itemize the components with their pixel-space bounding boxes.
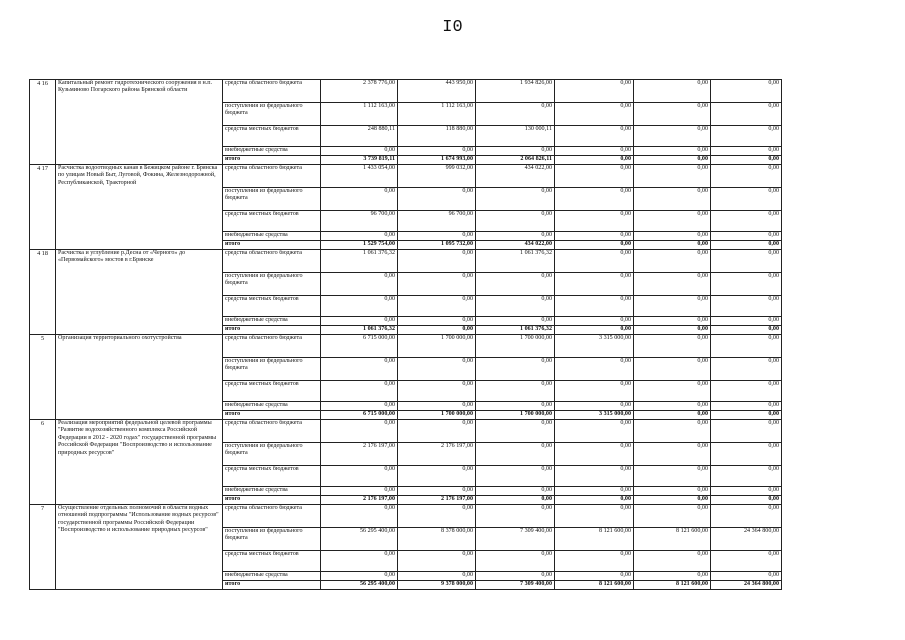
amount-cell: 0,00 [711, 505, 782, 528]
funding-source: поступления из федерального бюджета [223, 188, 321, 211]
amount-cell: 0,00 [711, 411, 782, 420]
amount-cell: 0,00 [555, 317, 634, 326]
amount-cell: 24 364 800,00 [711, 581, 782, 590]
table-row [30, 420, 782, 443]
amount-cell: 0,00 [634, 505, 711, 528]
amount-cell: 0,00 [634, 147, 711, 156]
amount-cell: 0,00 [634, 188, 711, 211]
amount-cell: 0,00 [634, 296, 711, 317]
amount-cell: 0,00 [555, 232, 634, 241]
amount-cell: 24 364 800,00 [711, 528, 782, 551]
amount-cell: 0,00 [711, 496, 782, 505]
amount-cell: 0,00 [555, 103, 634, 126]
table-row [30, 250, 782, 273]
funding-source: средства местных бюджетов [223, 126, 321, 147]
amount-cell: 0,00 [555, 165, 634, 188]
amount-cell: 1 112 163,00 [398, 103, 476, 126]
amount-cell: 0,00 [398, 358, 476, 381]
funding-source: итого [223, 581, 321, 590]
amount-cell: 0,00 [476, 496, 555, 505]
funding-source: итого [223, 326, 321, 335]
amount-cell: 0,00 [634, 551, 711, 572]
amount-cell: 0,00 [555, 572, 634, 581]
amount-cell: 0,00 [476, 551, 555, 572]
amount-cell: 0,00 [711, 296, 782, 317]
funding-source: поступления из федерального бюджета [223, 103, 321, 126]
amount-cell: 1 700 000,00 [476, 411, 555, 420]
funding-source: средства местных бюджетов [223, 296, 321, 317]
amount-cell: 0,00 [321, 358, 398, 381]
amount-cell: 0,00 [321, 273, 398, 296]
amount-cell: 1 700 000,00 [398, 411, 476, 420]
amount-cell: 0,00 [321, 572, 398, 581]
amount-cell: 0,00 [398, 188, 476, 211]
amount-cell: 0,00 [711, 487, 782, 496]
section-description: Реализация мероприятий федеральной целевой программы "Развитие водохозяйственного комплекса Российской Федерации в 2012 - 2020 годах" государственной программы Российской Федерации "Воспроизводство и использование природных ресурсов" [56, 420, 223, 505]
amount-cell: 0,00 [476, 103, 555, 126]
amount-cell: 1 112 163,00 [321, 103, 398, 126]
amount-cell: 0,00 [321, 551, 398, 572]
funding-source: поступления из федерального бюджета [223, 358, 321, 381]
amount-cell: 2 176 197,00 [321, 443, 398, 466]
funding-source: средства местных бюджетов [223, 466, 321, 487]
amount-cell: 7 309 400,00 [476, 581, 555, 590]
amount-cell: 8 121 600,00 [555, 581, 634, 590]
amount-cell: 0,00 [711, 420, 782, 443]
amount-cell: 0,00 [634, 317, 711, 326]
amount-cell: 130 000,11 [476, 126, 555, 147]
amount-cell: 0,00 [321, 487, 398, 496]
amount-cell: 0,00 [711, 241, 782, 250]
amount-cell: 0,00 [321, 381, 398, 402]
amount-cell: 0,00 [476, 317, 555, 326]
section-description: Капитальный ремонт гидротехнического сооружения в н.п. Кузьминово Погарского района Брянской области [56, 80, 223, 165]
amount-cell: 2 378 776,00 [321, 80, 398, 103]
table-row [30, 505, 782, 528]
amount-cell: 0,00 [634, 420, 711, 443]
funding-source: средства областного бюджета [223, 250, 321, 273]
funding-source: внебюджетные средства [223, 402, 321, 411]
budget-table-body [30, 80, 782, 590]
amount-cell: 0,00 [711, 317, 782, 326]
funding-source: поступления из федерального бюджета [223, 443, 321, 466]
amount-cell: 0,00 [711, 103, 782, 126]
amount-cell: 2 176 197,00 [398, 443, 476, 466]
amount-cell: 0,00 [398, 487, 476, 496]
amount-cell: 0,00 [711, 402, 782, 411]
amount-cell: 0,00 [711, 165, 782, 188]
table-row [30, 80, 782, 103]
amount-cell: 0,00 [555, 80, 634, 103]
amount-cell: 0,00 [476, 147, 555, 156]
section-code: 4 16 [30, 80, 56, 165]
amount-cell: 0,00 [711, 156, 782, 165]
amount-cell: 0,00 [555, 188, 634, 211]
funding-source: средства областного бюджета [223, 505, 321, 528]
amount-cell: 1 700 000,00 [476, 335, 555, 358]
funding-source: итого [223, 241, 321, 250]
amount-cell: 0,00 [555, 273, 634, 296]
amount-cell: 0,00 [476, 358, 555, 381]
amount-cell: 0,00 [634, 358, 711, 381]
amount-cell: 0,00 [711, 326, 782, 335]
amount-cell: 1 095 732,00 [398, 241, 476, 250]
amount-cell: 1 529 754,00 [321, 241, 398, 250]
funding-source: средства местных бюджетов [223, 381, 321, 402]
page-number: I0 [442, 18, 463, 37]
funding-source: внебюджетные средства [223, 147, 321, 156]
amount-cell: 0,00 [634, 156, 711, 165]
amount-cell: 0,00 [634, 211, 711, 232]
amount-cell: 0,00 [711, 147, 782, 156]
amount-cell: 56 295 400,00 [321, 581, 398, 590]
amount-cell: 0,00 [634, 487, 711, 496]
amount-cell: 118 880,00 [398, 126, 476, 147]
amount-cell: 0,00 [634, 103, 711, 126]
amount-cell: 434 022,00 [476, 241, 555, 250]
funding-source: средства областного бюджета [223, 335, 321, 358]
amount-cell: 0,00 [634, 496, 711, 505]
amount-cell: 0,00 [476, 572, 555, 581]
amount-cell: 0,00 [555, 241, 634, 250]
amount-cell: 0,00 [398, 317, 476, 326]
amount-cell: 0,00 [321, 232, 398, 241]
amount-cell: 56 295 400,00 [321, 528, 398, 551]
amount-cell: 0,00 [555, 487, 634, 496]
amount-cell: 2 176 197,00 [398, 496, 476, 505]
amount-cell: 0,00 [398, 551, 476, 572]
amount-cell: 0,00 [476, 188, 555, 211]
amount-cell: 0,00 [321, 147, 398, 156]
amount-cell: 0,00 [711, 80, 782, 103]
amount-cell: 1 061 376,32 [476, 326, 555, 335]
amount-cell: 0,00 [555, 443, 634, 466]
amount-cell: 999 032,00 [398, 165, 476, 188]
amount-cell: 0,00 [321, 466, 398, 487]
funding-source: итого [223, 496, 321, 505]
amount-cell: 9 378 000,00 [398, 581, 476, 590]
amount-cell: 0,00 [634, 411, 711, 420]
section-description: Осуществление отдельных полномочий в области водных отношений подпрограммы "Использование водных ресурсов" государственной программы Российской Федерации "Воспроизводство и использование природных ресурсов" [56, 505, 223, 590]
table-row [30, 165, 782, 188]
amount-cell: 0,00 [634, 572, 711, 581]
amount-cell: 0,00 [398, 296, 476, 317]
amount-cell: 0,00 [476, 443, 555, 466]
funding-source: поступления из федерального бюджета [223, 528, 321, 551]
amount-cell: 0,00 [555, 126, 634, 147]
amount-cell: 0,00 [398, 273, 476, 296]
amount-cell: 0,00 [711, 335, 782, 358]
amount-cell: 96 700,00 [398, 211, 476, 232]
section-description: Организация территориального охотустройства [56, 335, 223, 420]
amount-cell: 0,00 [634, 402, 711, 411]
amount-cell: 0,00 [555, 250, 634, 273]
amount-cell: 0,00 [476, 273, 555, 296]
amount-cell: 1 061 376,32 [476, 250, 555, 273]
amount-cell: 0,00 [634, 443, 711, 466]
amount-cell: 6 715 000,00 [321, 335, 398, 358]
amount-cell: 443 950,00 [398, 80, 476, 103]
amount-cell: 248 880,11 [321, 126, 398, 147]
section-description: Расчистка водоотводных канав в Бежицком районе г. Брянска по улицам Новый Быт, Луговой, Фокина, Железнодорожной, Республиканской, Тракторной [56, 165, 223, 250]
amount-cell: 0,00 [321, 402, 398, 411]
amount-cell: 8 121 600,00 [634, 581, 711, 590]
amount-cell: 96 700,00 [321, 211, 398, 232]
section-code: 7 [30, 505, 56, 590]
amount-cell: 2 064 826,11 [476, 156, 555, 165]
section-code: 6 [30, 420, 56, 505]
amount-cell: 0,00 [321, 505, 398, 528]
funding-source: средства областного бюджета [223, 420, 321, 443]
table-row [30, 335, 782, 358]
amount-cell: 0,00 [634, 165, 711, 188]
funding-source: внебюджетные средства [223, 232, 321, 241]
amount-cell: 1 433 054,00 [321, 165, 398, 188]
section-code: 4 18 [30, 250, 56, 335]
amount-cell: 0,00 [398, 466, 476, 487]
amount-cell: 0,00 [321, 188, 398, 211]
amount-cell: 0,00 [634, 232, 711, 241]
amount-cell: 0,00 [321, 296, 398, 317]
amount-cell: 1 700 000,00 [398, 335, 476, 358]
section-description: Расчистка и углубление р.Десна от «Черного» до «Первомайского» мостов в г.Брянске [56, 250, 223, 335]
amount-cell: 3 315 000,00 [555, 335, 634, 358]
amount-cell: 0,00 [634, 335, 711, 358]
funding-source: средства местных бюджетов [223, 211, 321, 232]
amount-cell: 0,00 [555, 466, 634, 487]
amount-cell: 3 739 819,11 [321, 156, 398, 165]
amount-cell: 2 176 197,00 [321, 496, 398, 505]
amount-cell: 0,00 [555, 402, 634, 411]
amount-cell: 0,00 [711, 466, 782, 487]
amount-cell: 0,00 [476, 505, 555, 528]
amount-cell: 434 022,00 [476, 165, 555, 188]
amount-cell: 0,00 [555, 211, 634, 232]
amount-cell: 0,00 [711, 572, 782, 581]
amount-cell: 8 378 000,00 [398, 528, 476, 551]
amount-cell: 0,00 [555, 420, 634, 443]
amount-cell: 0,00 [634, 250, 711, 273]
amount-cell: 1 674 993,00 [398, 156, 476, 165]
amount-cell: 0,00 [476, 296, 555, 317]
amount-cell: 0,00 [398, 250, 476, 273]
budget-table [29, 79, 782, 590]
amount-cell: 8 121 600,00 [634, 528, 711, 551]
amount-cell: 1 934 826,00 [476, 80, 555, 103]
amount-cell: 0,00 [476, 487, 555, 496]
amount-cell: 0,00 [555, 381, 634, 402]
amount-cell: 0,00 [711, 188, 782, 211]
amount-cell: 0,00 [476, 381, 555, 402]
amount-cell: 0,00 [711, 551, 782, 572]
funding-source: внебюджетные средства [223, 572, 321, 581]
funding-source: внебюджетные средства [223, 487, 321, 496]
section-code: 5 [30, 335, 56, 420]
amount-cell: 0,00 [555, 326, 634, 335]
amount-cell: 0,00 [634, 80, 711, 103]
amount-cell: 0,00 [634, 381, 711, 402]
amount-cell: 0,00 [398, 505, 476, 528]
amount-cell: 3 315 000,00 [555, 411, 634, 420]
amount-cell: 8 121 600,00 [555, 528, 634, 551]
funding-source: внебюджетные средства [223, 317, 321, 326]
amount-cell: 1 061 376,32 [321, 250, 398, 273]
amount-cell: 0,00 [321, 420, 398, 443]
amount-cell: 0,00 [555, 551, 634, 572]
amount-cell: 0,00 [398, 381, 476, 402]
amount-cell: 0,00 [711, 126, 782, 147]
amount-cell: 0,00 [634, 326, 711, 335]
amount-cell: 0,00 [321, 317, 398, 326]
amount-cell: 0,00 [476, 420, 555, 443]
amount-cell: 0,00 [711, 273, 782, 296]
section-code: 4 17 [30, 165, 56, 250]
amount-cell: 0,00 [555, 296, 634, 317]
amount-cell: 0,00 [634, 126, 711, 147]
funding-source: итого [223, 411, 321, 420]
amount-cell: 1 061 376,32 [321, 326, 398, 335]
amount-cell: 0,00 [398, 420, 476, 443]
amount-cell: 6 715 000,00 [321, 411, 398, 420]
amount-cell: 0,00 [555, 358, 634, 381]
amount-cell: 0,00 [555, 147, 634, 156]
amount-cell: 0,00 [398, 572, 476, 581]
amount-cell: 0,00 [398, 232, 476, 241]
amount-cell: 0,00 [476, 232, 555, 241]
amount-cell: 0,00 [634, 241, 711, 250]
amount-cell: 0,00 [476, 402, 555, 411]
amount-cell: 0,00 [555, 496, 634, 505]
amount-cell: 0,00 [711, 358, 782, 381]
funding-source: поступления из федерального бюджета [223, 273, 321, 296]
amount-cell: 0,00 [711, 443, 782, 466]
amount-cell: 0,00 [555, 505, 634, 528]
funding-source: итого [223, 156, 321, 165]
amount-cell: 7 309 400,00 [476, 528, 555, 551]
funding-source: средства областного бюджета [223, 165, 321, 188]
amount-cell: 0,00 [398, 326, 476, 335]
funding-source: средства местных бюджетов [223, 551, 321, 572]
amount-cell: 0,00 [634, 273, 711, 296]
amount-cell: 0,00 [398, 402, 476, 411]
amount-cell: 0,00 [711, 211, 782, 232]
amount-cell: 0,00 [476, 211, 555, 232]
amount-cell: 0,00 [711, 250, 782, 273]
amount-cell: 0,00 [711, 381, 782, 402]
amount-cell: 0,00 [555, 156, 634, 165]
amount-cell: 0,00 [476, 466, 555, 487]
amount-cell: 0,00 [398, 147, 476, 156]
amount-cell: 0,00 [711, 232, 782, 241]
funding-source: средства областного бюджета [223, 80, 321, 103]
amount-cell: 0,00 [634, 466, 711, 487]
